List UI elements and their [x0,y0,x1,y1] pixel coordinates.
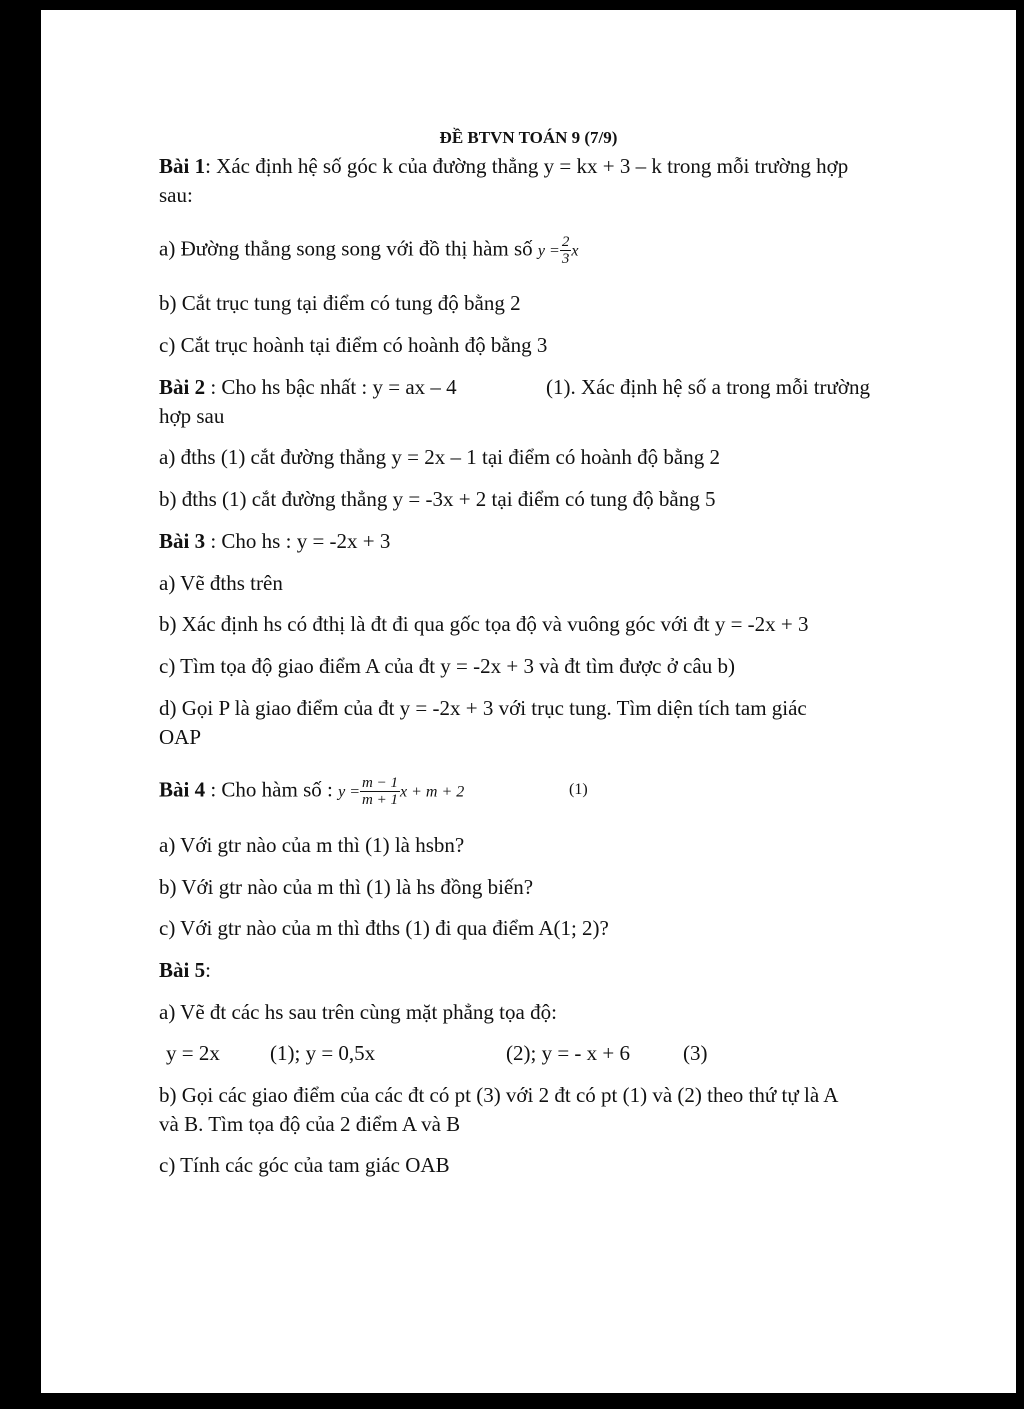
bai4-item-b: b) Với gtr nào của m thì (1) là hs đồng biến? [159,875,534,899]
bai5-item-a: a) Vẽ đt các hs sau trên cùng mặt phẳng tọa độ: [159,1000,557,1024]
bai4-heading [159,775,464,808]
bai5-item-b-line2: và B. Tìm tọa độ của 2 điểm A và B [159,1112,461,1136]
document-page [41,10,1016,1393]
bai2-text-line2: hợp sau [159,404,225,428]
bai1-item-b: b) Cắt trục tung tại điểm có tung độ bằng 2 [159,291,521,315]
bai2-text: : Cho hs bậc nhất : y = ax – 4 [205,375,457,399]
bai5-label: Bài 5 [159,958,206,982]
bai3-item-d: d) Gọi P là giao điểm của đt y = -2x + 3 với trục tung. Tìm diện tích tam giác [159,696,807,720]
bai1-heading [159,153,848,179]
bai3-item-b: b) Xác định hs có đthị là đt đi qua gốc tọa độ và vuông góc với đt y = -2x + 3 [159,612,809,636]
bai5-item-c: c) Tính các góc của tam giác OAB [159,1153,450,1177]
bai2-label: Bài 2 [159,375,206,399]
bai1-a-numerator: 2 [561,234,570,250]
bai2-heading [159,374,457,400]
bai3-item-d-line2: OAP [159,725,202,749]
bai5-equation-1: y = 2x [166,1041,220,1065]
bai5-heading [159,957,211,983]
bai5-colon: : [205,958,211,982]
bai1-item-c: c) Cắt trục hoành tại điểm có hoành độ bằng 3 [159,333,548,357]
bai1-a-text: a) Đường thẳng song song với đồ thị hàm số [159,236,533,261]
bai4-y: y = [338,783,361,801]
bai4-item-a: a) Với gtr nào của m thì (1) là hsbn? [159,833,465,857]
bai4-text: : Cho hàm số : [205,777,333,802]
bai1-a-x: x [571,242,579,260]
bai4-tail: x + m + 2 [399,783,465,801]
bai1-label: Bài 1 [159,154,206,178]
bai1-a-y: y = [537,242,560,260]
bai3-text: : Cho hs : y = -2x + 3 [205,529,391,553]
bai5-item-b: b) Gọi các giao điểm của các đt có pt (3) với 2 đt có pt (1) và (2) theo thứ tự là A [159,1083,839,1107]
bai2-item-b: b) đths (1) cắt đường thẳng y = -3x + 2 tại điểm có tung độ bằng 5 [159,487,716,511]
bai5-equation-3: (2); y = - x + 6 [506,1041,631,1065]
bai3-label: Bài 3 [159,529,206,553]
bai1-item-a [159,234,578,267]
bai4-numerator: m − 1 [362,775,398,791]
bai4-denominator: m + 1 [362,792,398,808]
bai4-equation-number: (1) [569,781,588,798]
bai1-a-denominator: 3 [561,251,570,267]
bai4-item-c: c) Với gtr nào của m thì đths (1) đi qua điểm A(1; 2)? [159,916,609,940]
bai1-a-fraction [560,234,572,267]
bai2-item-a: a) đths (1) cắt đường thẳng y = 2x – 1 tại điểm có hoành độ bằng 2 [159,445,720,469]
bai5-equation-4: (3) [683,1041,708,1065]
bai5-equation-2: (1); y = 0,5x [270,1041,376,1065]
bai3-item-c: c) Tìm tọa độ giao điểm A của đt y = -2x + 3 và đt tìm được ở câu b) [159,654,735,678]
document-title: ĐỀ BTVN TOÁN 9 (7/9) [439,128,618,147]
bai4-label: Bài 4 [159,777,206,802]
bai1-text: : Xác định hệ số góc k của đường thẳng y = kx + 3 – k trong mỗi trường hợp [205,154,849,178]
bai1-text-line2: sau: [159,183,193,207]
bai2-text-right: (1). Xác định hệ số a trong mỗi trường [546,375,871,399]
bai3-item-a: a) Vẽ đths trên [159,571,283,595]
bai4-fraction [360,775,400,808]
bai3-heading [159,528,390,554]
